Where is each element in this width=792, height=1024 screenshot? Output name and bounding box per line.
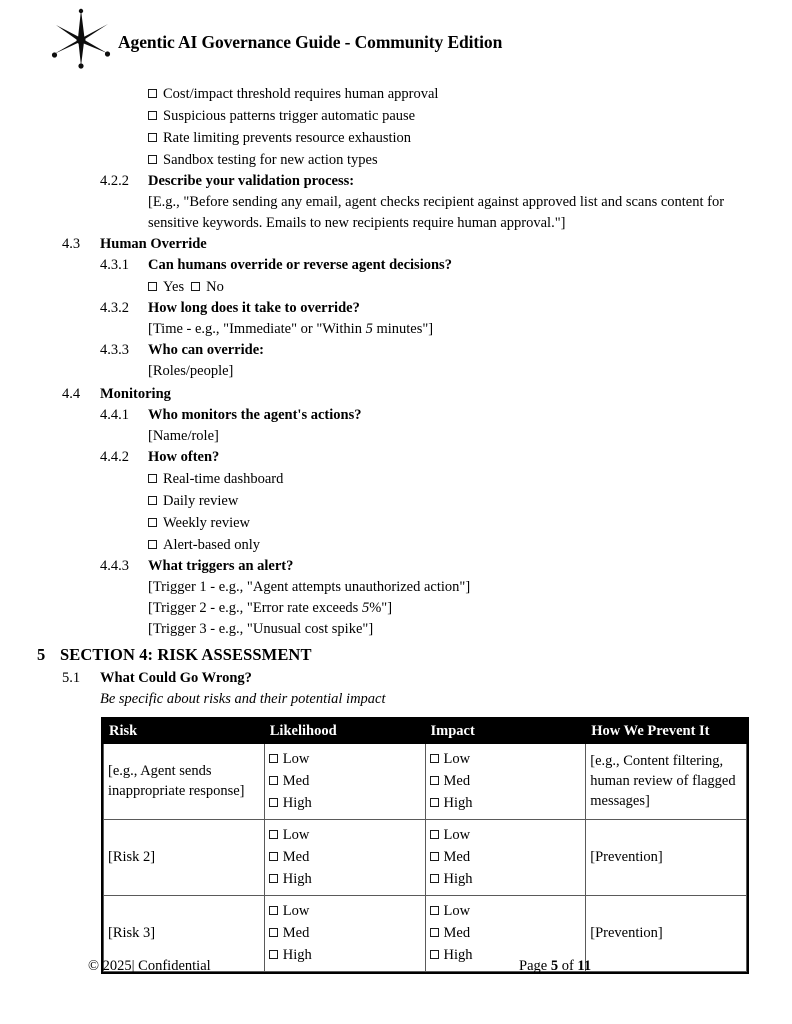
checkbox-label: Med: [282, 773, 310, 789]
table-header-row: [104, 720, 747, 744]
table-row: [104, 820, 747, 896]
checkbox-row[interactable]: [148, 105, 792, 127]
checkbox-row[interactable]: [148, 490, 792, 512]
checkbox-label: Alert-based only: [163, 537, 261, 553]
cell-risk[interactable]: [e.g., Agent sends inappropriate response]: [104, 744, 265, 820]
list-item-4-3-3: [0, 340, 792, 361]
checkbox-icon[interactable]: [148, 111, 157, 120]
option-label-yes: Yes: [163, 279, 185, 295]
placeholder-text: [148, 577, 792, 598]
checkbox-icon[interactable]: [430, 830, 439, 839]
checkbox-label: High: [282, 871, 312, 887]
checkbox-icon[interactable]: [148, 518, 157, 527]
checkbox-label: High: [282, 795, 312, 811]
item-number: 4.4: [62, 386, 81, 402]
list-item-4-3-2: [0, 298, 792, 319]
checkbox-row[interactable]: [148, 468, 792, 490]
checkbox-icon[interactable]: [269, 776, 278, 785]
placeholder-post: minutes"]: [372, 321, 434, 337]
list-item-5-1: [0, 668, 792, 689]
list-item-4-2-2: [0, 171, 792, 192]
checkbox-label: High: [282, 947, 312, 963]
item-number: 4.3.3: [100, 342, 129, 358]
checkbox-icon[interactable]: [430, 906, 439, 915]
checkbox-row-low[interactable]: [430, 824, 581, 846]
item-number: 4.4.3: [100, 558, 129, 574]
item-number: 4.4.1: [100, 407, 129, 423]
item-number: 4.3.1: [100, 257, 129, 273]
footer-pagination: [519, 958, 591, 975]
page-title: Agentic AI Governance Guide - Community Edition: [118, 32, 503, 52]
checkbox-label: Med: [443, 849, 471, 865]
checkbox-icon-no[interactable]: [191, 282, 200, 291]
list-item-4-3-1: [0, 255, 792, 276]
item-label: Monitoring: [100, 386, 171, 402]
checkbox-row-med[interactable]: [269, 846, 420, 868]
checkbox-icon[interactable]: [148, 496, 157, 505]
placeholder-pre: [Time - e.g., "Immediate" or "Within: [148, 321, 366, 337]
trigger-text: [Trigger 2 - e.g., "Error rate exceeds: [148, 600, 362, 616]
yes-no-options[interactable]: [148, 276, 792, 298]
checkbox-row[interactable]: [148, 83, 792, 105]
checkbox-label: Low: [443, 751, 471, 767]
item-number: 5.1: [62, 670, 81, 686]
checkbox-row-med[interactable]: [269, 922, 420, 944]
item-label: Human Override: [100, 236, 207, 252]
checkbox-label: Low: [443, 827, 471, 843]
trigger-text: [Trigger 3 - e.g., "Unusual cost spike"]: [148, 621, 374, 637]
checkbox-label: High: [443, 795, 473, 811]
item-label: What triggers an alert?: [148, 558, 294, 574]
checkbox-icon[interactable]: [148, 474, 157, 483]
checkbox-row-low[interactable]: [269, 748, 420, 770]
document-body: [0, 76, 792, 974]
item-label: What Could Go Wrong?: [100, 670, 252, 686]
checkbox-label: Med: [282, 925, 310, 941]
checkbox-icon-yes[interactable]: [148, 282, 157, 291]
checkbox-label: Rate limiting prevents resource exhaustion: [163, 130, 412, 146]
checkbox-icon[interactable]: [430, 852, 439, 861]
item-number: 4.3.2: [100, 300, 129, 316]
checkbox-label: High: [443, 871, 473, 887]
checkbox-icon[interactable]: [148, 133, 157, 142]
checkbox-row-high[interactable]: [430, 868, 581, 890]
trigger-post: %"]: [369, 600, 393, 616]
checkbox-label: High: [443, 947, 473, 963]
checkbox-row-low[interactable]: [430, 900, 581, 922]
section-title: SECTION 4: RISK ASSESSMENT: [60, 645, 312, 664]
checkbox-icon[interactable]: [430, 874, 439, 883]
checkbox-row-high[interactable]: [269, 868, 420, 890]
item-label: Who can override:: [148, 342, 264, 358]
cell-prevention[interactable]: [e.g., Content filtering, human review of flagged messages]: [586, 744, 747, 820]
section-subtitle: Be specific about risks and their potential impact: [100, 691, 386, 707]
checkbox-label: Cost/impact threshold requires human approval: [163, 86, 439, 102]
list-item-4-4-1: [0, 405, 792, 426]
item-number: 4.2.2: [100, 173, 129, 189]
checkbox-row-med[interactable]: [430, 770, 581, 792]
placeholder-text: [148, 192, 792, 234]
checkbox-label: Med: [443, 773, 471, 789]
checkbox-row-low[interactable]: [269, 900, 420, 922]
cell-prevention[interactable]: [Prevention]: [586, 896, 747, 972]
checkbox-icon[interactable]: [269, 874, 278, 883]
checkbox-row-med[interactable]: [430, 846, 581, 868]
checkbox-label: Low: [282, 827, 310, 843]
page-total: 11: [577, 958, 592, 974]
checkbox-icon[interactable]: [269, 798, 278, 807]
placeholder-text: [Roles/people]: [148, 363, 234, 379]
cell-impact[interactable]: [425, 820, 586, 896]
checkbox-icon[interactable]: [430, 776, 439, 785]
placeholder-number: 5: [365, 321, 373, 337]
item-label: Who monitors the agent's actions?: [148, 407, 362, 423]
checkbox-label: Real-time dashboard: [163, 471, 284, 487]
document-header: [0, 0, 792, 76]
checkbox-label: Low: [282, 903, 310, 919]
checkbox-icon[interactable]: [148, 540, 157, 549]
item-label: How often?: [148, 449, 220, 465]
column-header-risk: Risk: [104, 720, 265, 744]
checkbox-icon[interactable]: [269, 928, 278, 937]
checkbox-label: Weekly review: [163, 515, 250, 531]
item-label: How long does it take to override?: [148, 300, 360, 316]
checkbox-icon[interactable]: [430, 754, 439, 763]
column-header-impact: Impact: [425, 720, 586, 744]
section-number: 5: [37, 645, 46, 664]
risk-assessment-table: [101, 717, 749, 974]
placeholder-text: [148, 619, 792, 640]
page-number: 5: [550, 958, 559, 974]
checkbox-row[interactable]: [148, 127, 792, 149]
checkbox-icon[interactable]: [430, 928, 439, 937]
checkbox-row-med[interactable]: [269, 770, 420, 792]
checkbox-label: Low: [443, 903, 471, 919]
checkbox-icon[interactable]: [269, 906, 278, 915]
item-label: Can humans override or reverse agent decisions?: [148, 257, 452, 273]
checkbox-row-high[interactable]: [269, 792, 420, 814]
placeholder-text: [148, 598, 792, 619]
checkbox-label: Med: [282, 849, 310, 865]
checkbox-label: Daily review: [163, 493, 239, 509]
checkbox-icon[interactable]: [148, 89, 157, 98]
cell-prevention[interactable]: [Prevention]: [586, 820, 747, 896]
placeholder-text: [148, 319, 792, 340]
option-label-no: No: [206, 279, 224, 295]
list-item-4-4-3: [0, 556, 792, 577]
trigger-number: 5: [361, 600, 370, 616]
footer-copyright: © 2025| Confidential: [88, 958, 211, 974]
list-item-4-3: [0, 234, 792, 255]
table-row: [104, 744, 747, 820]
checkbox-label: Sandbox testing for new action types: [163, 152, 378, 168]
item-label: Describe your validation process:: [148, 173, 355, 189]
checkbox-row[interactable]: [148, 149, 792, 171]
placeholder-text: [Name/role]: [148, 428, 219, 444]
column-header-likelihood: Likelihood: [264, 720, 425, 744]
placeholder-line: sensitive keywords. Emails to new recipients require human approval."]: [148, 215, 566, 231]
cell-likelihood[interactable]: [264, 820, 425, 896]
trigger-text: [Trigger 1 - e.g., "Agent attempts unauthorized action"]: [148, 579, 471, 595]
cell-impact[interactable]: [425, 744, 586, 820]
cell-risk[interactable]: [Risk 3]: [104, 896, 265, 972]
checkbox-icon[interactable]: [269, 852, 278, 861]
checkbox-icon[interactable]: [430, 798, 439, 807]
checkbox-row-high[interactable]: [430, 792, 581, 814]
checkbox-row[interactable]: [148, 512, 792, 534]
checkbox-row[interactable]: [148, 534, 792, 556]
page-footer: [0, 958, 792, 988]
cell-likelihood[interactable]: [264, 744, 425, 820]
cell-risk[interactable]: [Risk 2]: [104, 820, 265, 896]
checkbox-icon[interactable]: [269, 754, 278, 763]
six-point-star-icon: [50, 8, 114, 72]
checkbox-row-low[interactable]: [430, 748, 581, 770]
checkbox-row-med[interactable]: [430, 922, 581, 944]
list-item-4-4: [0, 384, 792, 405]
item-number: 4.3: [62, 236, 81, 252]
checkbox-label: Suspicious patterns trigger automatic pause: [163, 108, 416, 124]
checkbox-icon[interactable]: [148, 155, 157, 164]
checkbox-label: Med: [443, 925, 471, 941]
item-number: 4.4.2: [100, 449, 129, 465]
section-heading-5: [0, 643, 792, 667]
checkbox-icon[interactable]: [269, 830, 278, 839]
checkbox-row-low[interactable]: [269, 824, 420, 846]
page-middle: of: [558, 958, 578, 974]
placeholder-line: [E.g., "Before sending any email, agent checks recipient against approved list and scans content for: [148, 194, 725, 210]
list-item-4-4-2: [0, 447, 792, 468]
column-header-prevention: How We Prevent It: [586, 720, 747, 744]
page-prefix: Page: [519, 958, 551, 974]
checkbox-label: Low: [282, 751, 310, 767]
